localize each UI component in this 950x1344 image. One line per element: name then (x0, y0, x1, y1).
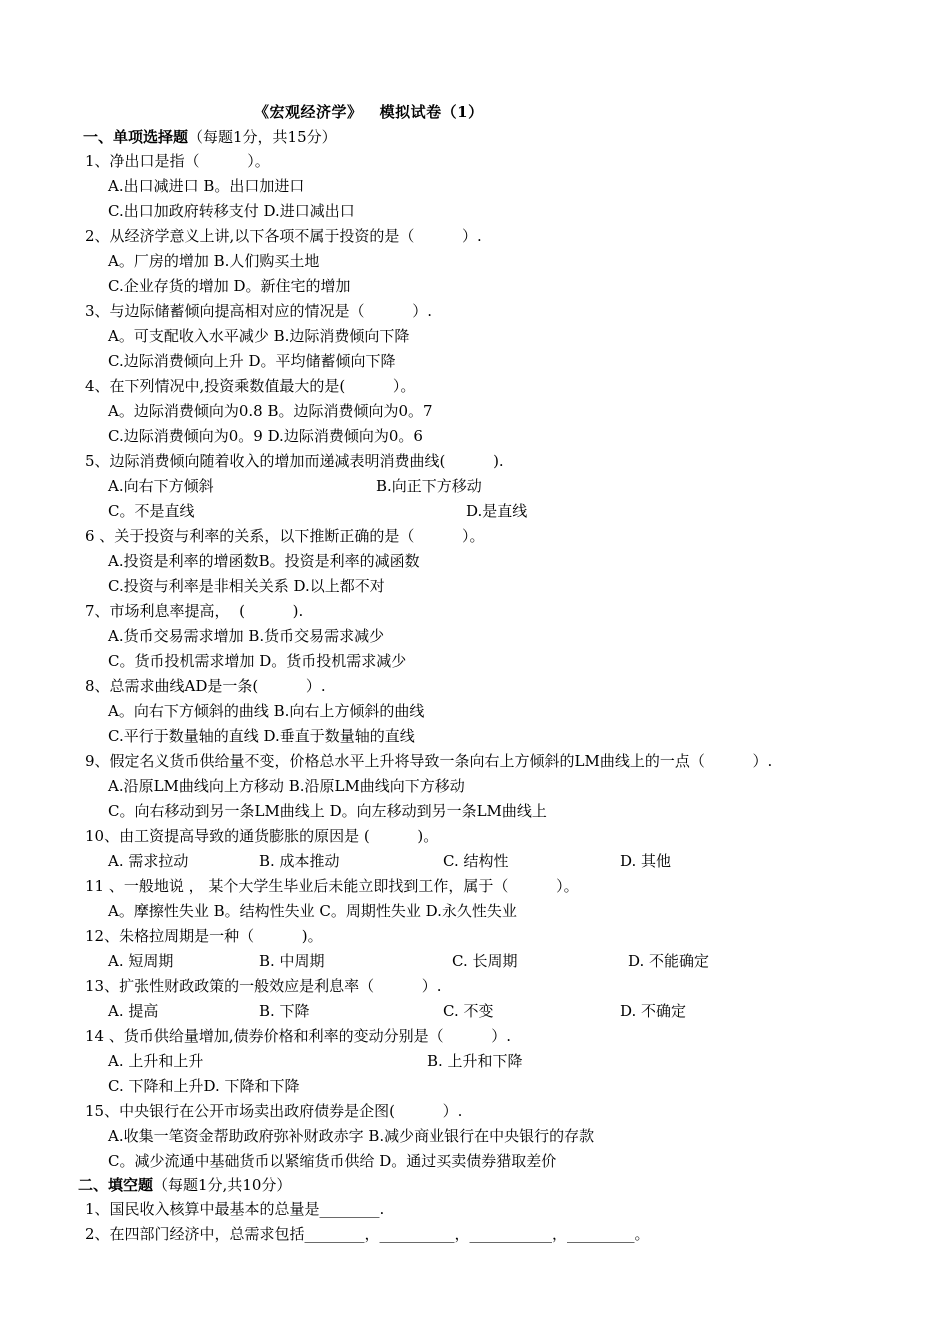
question-10-stem: 10、由工资提高导致的通货膨胀的原因是 ( )。 (85, 827, 439, 845)
question-12-option-b: B. 中周期 (259, 952, 325, 970)
question-10-option-c: C. 结构性 (443, 852, 509, 870)
question-12-option-d: D. 不能确定 (628, 952, 710, 970)
question-12-stem: 12、朱格拉周期是一种（ )。 (85, 927, 323, 945)
question-12-option-a: A. 短周期 (108, 952, 174, 970)
question-5-stem: 5、边际消费倾向随着收入的增加而递减表明消费曲线( ). (85, 452, 504, 470)
question-10-option-b: B. 成本推动 (259, 852, 340, 870)
question-13-stem: 13、扩张性财政政策的一般效应是利息率（ ）. (85, 977, 442, 995)
question-8-options-2: C.平行于数量轴的直线 D.垂直于数量轴的直线 (108, 727, 415, 745)
question-8-stem: 8、总需求曲线AD是一条( ）. (85, 677, 326, 695)
question-5-option-c: C。不是直线 (108, 502, 195, 520)
question-14-options-2: C. 下降和上升D. 下降和下降 (108, 1077, 300, 1095)
question-12-option-c: C. 长周期 (452, 952, 518, 970)
question-4-stem: 4、在下列情况中,投资乘数值最大的是( ）。 (85, 377, 416, 395)
question-5-option-d: D.是直线 (466, 502, 528, 520)
question-14-option-a: A. 上升和上升 (108, 1052, 204, 1070)
question-11-options-1: A。摩擦性失业 B。结构性失业 C。周期性失业 D.永久性失业 (108, 902, 517, 920)
question-1-options-2: C.出口加政府转移支付 D.进口减出口 (108, 202, 355, 220)
section-2-heading (78, 1174, 291, 1195)
question-7-stem: 7、市场利息率提高， ( ). (85, 602, 304, 620)
question-5-option-a: A.向右下方倾斜 (108, 477, 214, 495)
question-4-options-2: C.边际消费倾向为0。9 D.边际消费倾向为0。6 (108, 427, 423, 445)
question-2-options-2: C.企业存货的增加 D。新住宅的增加 (108, 277, 351, 295)
section-1-title: 一、单项选择题 (83, 128, 189, 146)
question-15-options-1: A.收集一笔资金帮助政府弥补财政赤字 B.减少商业银行在中央银行的存款 (108, 1127, 595, 1145)
section-1-note: （每题1分，共15分） (188, 128, 337, 146)
section-2-note: （每题1分,共10分） (153, 1176, 292, 1194)
question-11-stem: 11 、一般地说 ， 某个大学生毕业后未能立即找到工作，属于（ ）。 (85, 877, 579, 895)
question-3-options-1: A。可支配收入水平减少 B.边际消费倾向下降 (108, 327, 410, 345)
question-2-options-1: A。厂房的增加 B.人们购买土地 (108, 252, 320, 270)
question-14-option-b: B. 上升和下降 (427, 1052, 523, 1070)
question-1-stem: 1、净出口是指（ ）。 (85, 152, 270, 170)
question-13-option-d: D. 不确定 (620, 1002, 687, 1020)
question-13-option-b: B. 下降 (259, 1002, 310, 1020)
question-9-options-1: A.沿原LM曲线向上方移动 B.沿原LM曲线向下方移动 (108, 777, 465, 795)
question-9-stem: 9、假定名义货币供给量不变，价格总水平上升将导致一条向右上方倾斜的LM曲线上的一点（ ）. (85, 752, 773, 770)
question-1-options-1: A.出口减进口 B。出口加进口 (108, 177, 305, 195)
question-13-option-c: C. 不变 (443, 1002, 494, 1020)
question-7-options-1: A.货币交易需求增加 B.货币交易需求减少 (108, 627, 385, 645)
question-6-options-1: A.投资是利率的增函数B。投资是利率的减函数 (108, 552, 420, 570)
question-13-option-a: A. 提高 (108, 1002, 159, 1020)
question-8-options-1: A。向右下方倾斜的曲线 B.向右上方倾斜的曲线 (108, 702, 425, 720)
question-9-options-2: C。向右移动到另一条LM曲线上 D。向左移动到另一条LM曲线上 (108, 802, 547, 820)
question-5-option-b: B.向正下方移动 (376, 477, 482, 495)
question-10-option-a: A. 需求拉动 (108, 852, 189, 870)
question-6-options-2: C.投资与利率是非相关关系 D.以上都不对 (108, 577, 385, 595)
question-10-option-d: D. 其他 (620, 852, 672, 870)
question-3-stem: 3、与边际储蓄倾向提高相对应的情况是（ ）. (85, 302, 432, 320)
fill-in-2: 2、在四部门经济中，总需求包括________，__________，___________，_________。 (85, 1225, 650, 1243)
question-3-options-2: C.边际消费倾向上升 D。平均储蓄倾向下降 (108, 352, 396, 370)
section-2-title: 二、填空题 (78, 1176, 154, 1194)
question-7-options-2: C。货币投机需求增加 D。货币投机需求减少 (108, 652, 407, 670)
section-1-heading (83, 126, 337, 147)
question-2-stem: 2、从经济学意义上讲,以下各项不属于投资的是（ ）. (85, 227, 482, 245)
fill-in-1: 1、国民收入核算中最基本的总量是________. (85, 1200, 385, 1218)
question-6-stem: 6 、关于投资与利率的关系，以下推断正确的是（ ）。 (85, 527, 485, 545)
question-15-stem: 15、中央银行在公开市场卖出政府债券是企图( ）. (85, 1102, 463, 1120)
exam-title: 《宏观经济学》 模拟试卷（1） (254, 103, 484, 121)
question-14-stem: 14 、货币供给量增加,债券价格和利率的变动分别是（ ）. (85, 1027, 512, 1045)
question-15-options-2: C。减少流通中基础货币以紧缩货币供给 D。通过买卖债券猎取差价 (108, 1152, 557, 1170)
question-4-options-1: A。边际消费倾向为0.8 B。边际消费倾向为0。7 (108, 402, 433, 420)
